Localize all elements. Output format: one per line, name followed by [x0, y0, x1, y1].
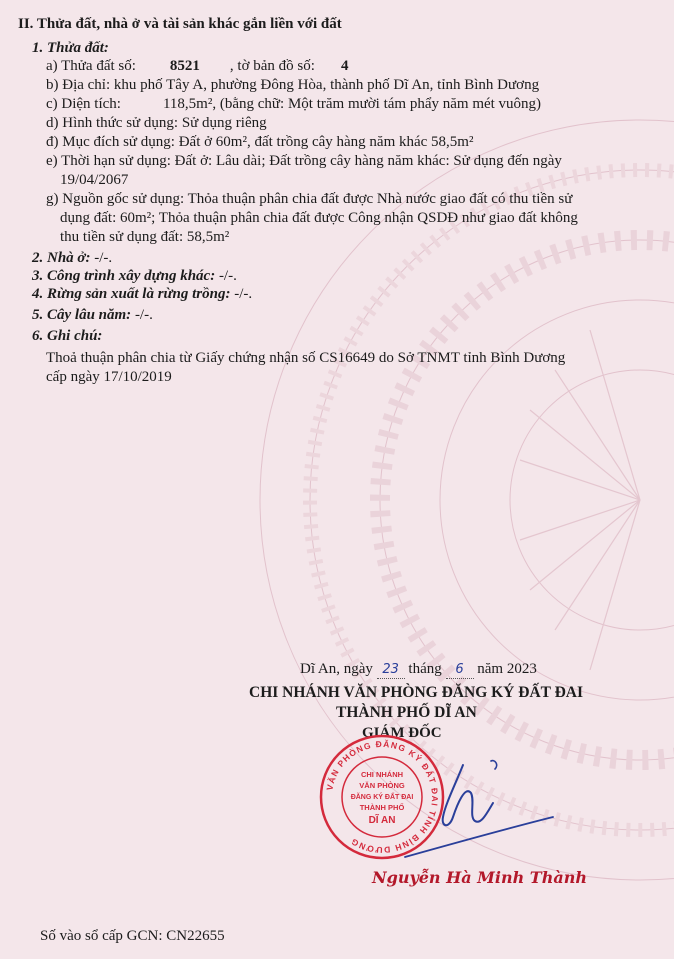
section-title: II. Thửa đất, nhà ở và tài sản khác gắn liền với đất	[18, 16, 342, 32]
office-name-line-1: CHI NHÁNH VĂN PHÒNG ĐĂNG KÝ ĐẤT ĐAI	[249, 684, 583, 701]
usage-term-date: 19/04/2067	[60, 172, 129, 188]
notes-line-2: cấp ngày 17/10/2019	[46, 369, 172, 385]
office-name-line-2: THÀNH PHỐ DĨ AN	[336, 704, 477, 721]
usage-term-row: e) Thời hạn sử dụng: Đất ở: Lâu dài; Đất trồng cây hàng năm khác: Sử dụng đến ngày	[46, 153, 562, 169]
address-row: b) Địa chỉ: khu phố Tây A, phường Đông Hòa, thành phố Dĩ An, tỉnh Bình Dương	[46, 77, 540, 93]
seal-line-2: VĂN PHÒNG	[359, 781, 405, 790]
notes-line-1: Thoả thuận phân chia từ Giấy chứng nhận số CS16649 do Sở TNMT tỉnh Bình Dương	[46, 350, 566, 366]
seal-line-5: DĨ AN	[368, 815, 396, 826]
origin-row-3: thu tiền sử dụng đất: 58,5m²	[60, 229, 230, 245]
parcel-number: 8521	[169, 58, 200, 74]
seal-ring-text: VĂN PHÒNG ĐĂNG KÝ ĐẤT ĐAI TỈNH BÌNH DƯƠNG	[324, 738, 441, 856]
date-line: Dĩ An, ngày 23 tháng 6 năm 2023	[300, 661, 537, 677]
parcel-number-row: a) Thửa đất số: 8521 , tờ bản đồ số: 4	[46, 58, 349, 74]
usage-form-row: d) Hình thức sử dụng: Sử dụng riêng	[46, 115, 267, 131]
perennial-row: 5. Cây lâu năm: -/-.	[32, 307, 153, 323]
notes-heading: 6. Ghi chú:	[32, 328, 103, 344]
handwritten-signature	[395, 755, 555, 865]
director-title: GIÁM ĐỐC	[362, 725, 442, 741]
other-construction-row: 3. Công trình xây dựng khác: -/-.	[32, 268, 237, 284]
forest-row: 4. Rừng sản xuất là rừng trồng: -/-.	[32, 286, 253, 302]
seal-line-3: ĐĂNG KÝ ĐẤT ĐAI	[350, 794, 414, 801]
origin-row-2: dụng đất: 60m²; Thỏa thuận phân chia đất được Công nhận QSDĐ như giao đất không	[60, 210, 578, 226]
signer-name: Nguyễn Hà Minh Thành	[372, 868, 587, 887]
registry-number: Số vào sổ cấp GCN: CN22655	[40, 928, 225, 944]
land-heading: 1. Thửa đất:	[32, 40, 109, 56]
seal-line-1: CHI NHÁNH	[360, 770, 404, 779]
house-row: 2. Nhà ở: -/-.	[32, 250, 113, 266]
usage-purpose-row: đ) Mục đích sử dụng: Đất ở 60m², đất trồng cây hàng năm khác 58,5m²	[46, 134, 474, 150]
area-value: 118,5m², (bằng chữ: Một trăm mười tám phẩy năm mét vuông)	[162, 96, 542, 112]
seal-line-4: THÀNH PHỐ	[359, 803, 405, 812]
handwritten-day: 23	[377, 661, 405, 679]
handwritten-month: 6	[446, 661, 474, 679]
origin-row-1: g) Nguồn gốc sử dụng: Thỏa thuận phân chia đất được Nhà nước giao đất có thu tiền sử	[46, 191, 573, 207]
area-row: c) Diện tích: 118,5m², (bằng chữ: Một trăm mười tám phẩy năm mét vuông)	[46, 96, 542, 112]
map-sheet-number: 4	[340, 58, 349, 74]
